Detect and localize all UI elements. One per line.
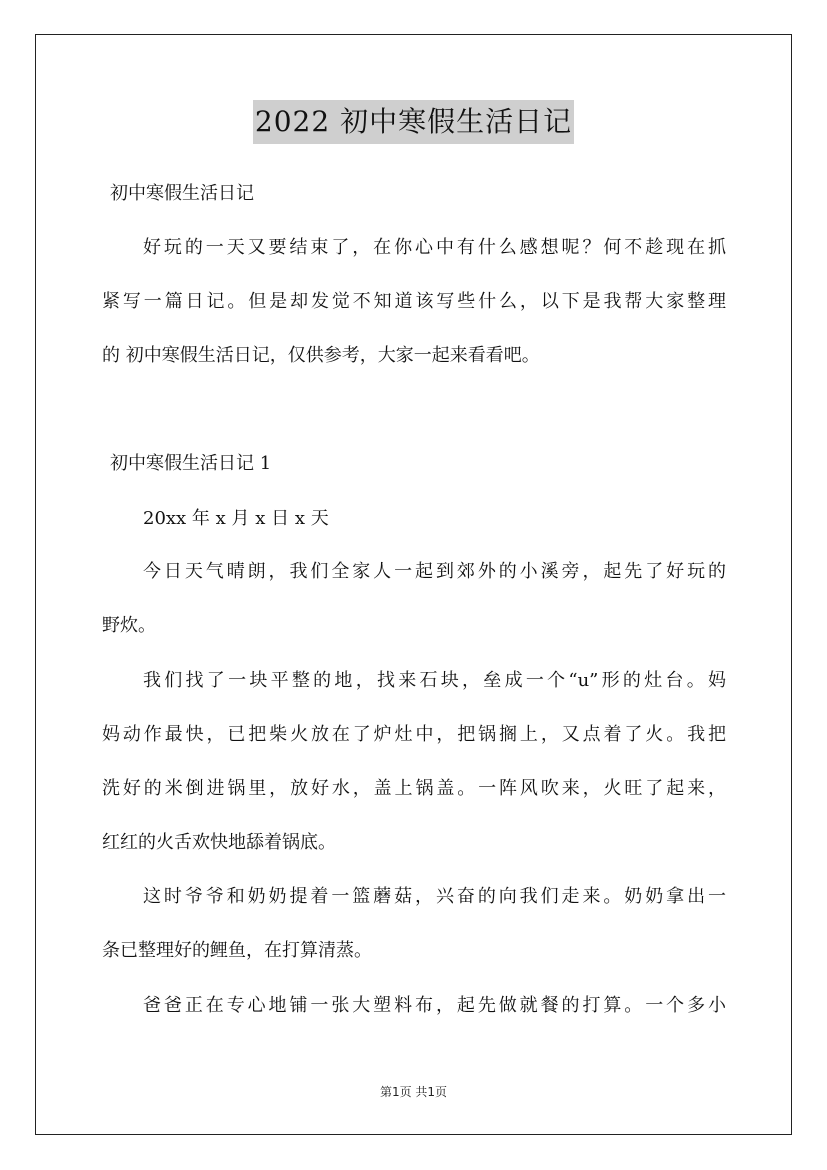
- paragraph-line: 这时爷爷和奶奶提着一篮蘑菇，兴奋的向我们走来。奶奶拿出一: [143, 886, 726, 907]
- subtitle: 初中寒假生活日记: [110, 183, 254, 204]
- page-footer: 第1页 共1页: [379, 1085, 448, 1099]
- paragraph-line: 今日天气晴朗，我们全家人一起到郊外的小溪旁，起先了好玩的: [143, 561, 726, 582]
- intro-line-3: 的 初中寒假生活日记，仅供参考，大家一起来看看吧。: [102, 345, 540, 366]
- date-line: 20xx 年 x 月 x 日 x 天: [143, 508, 329, 529]
- paragraph-line: 条已整理好的鲤鱼，在打算清蒸。: [102, 940, 372, 961]
- paragraph-line: 妈动作最快，已把柴火放在了炉灶中，把锅搁上，又点着了火。我把: [102, 724, 726, 745]
- entry-heading: 初中寒假生活日记 1: [110, 453, 272, 474]
- paragraph-line: 爸爸正在专心地铺一张大塑料布，起先做就餐的打算。一个多小: [143, 995, 726, 1016]
- paragraph-line: 野炊。: [102, 615, 156, 636]
- document-title: 2022 初中寒假生活日记: [253, 100, 574, 144]
- paragraph-line: 洗好的米倒进锅里，放好水，盖上锅盖。一阵风吹来，火旺了起来，: [102, 778, 726, 799]
- paragraph-line: 我们找了一块平整的地，找来石块，垒成一个“u”形的灶台。妈: [143, 670, 726, 691]
- paragraph-line: 红红的火舌欢快地舔着锅底。: [102, 832, 336, 853]
- intro-line-1: 好玩的一天又要结束了，在你心中有什么感想呢？何不趁现在抓: [143, 237, 726, 258]
- intro-line-2: 紧写一篇日记。但是却发觉不知道该写些什么，以下是我帮大家整理: [102, 291, 726, 312]
